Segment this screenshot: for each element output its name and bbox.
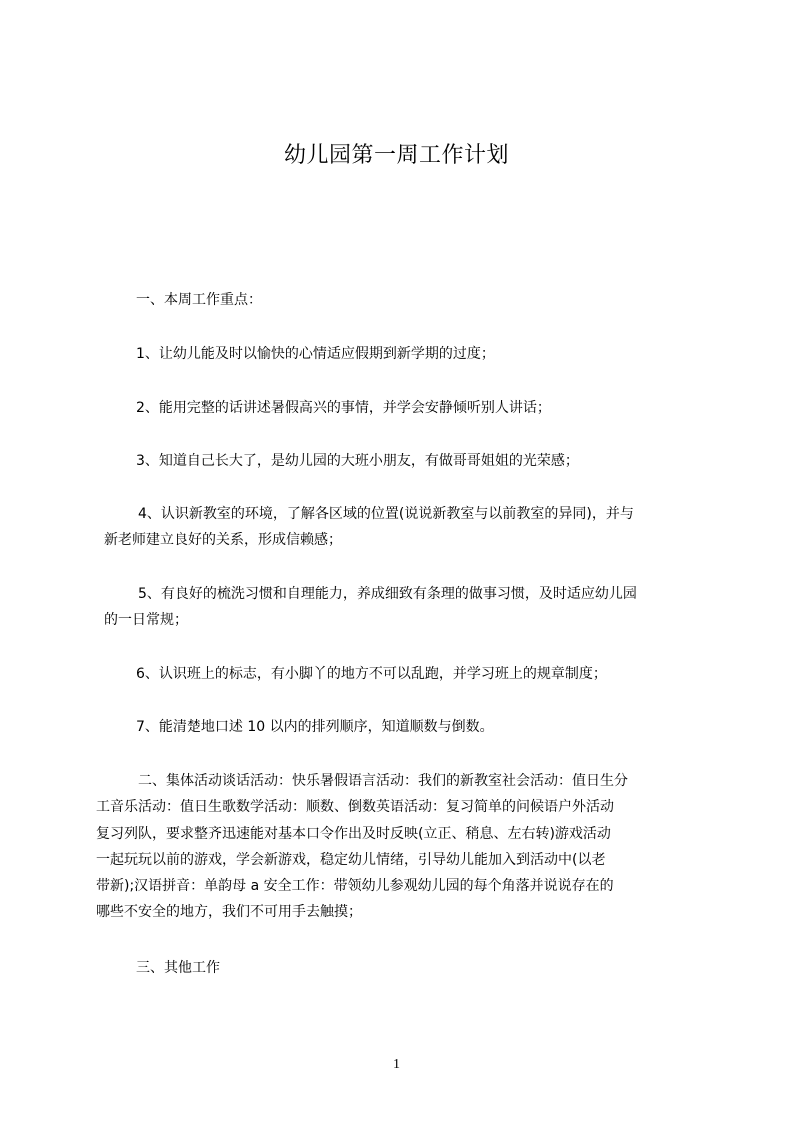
- section3-heading: 三、其他工作: [136, 960, 220, 976]
- list-item-5-line2: 的一日常规；: [104, 612, 188, 628]
- page-number: 1: [393, 1057, 400, 1072]
- list-item-1: 1、让幼儿能及时以愉快的心情适应假期到新学期的过度；: [136, 346, 495, 362]
- list-item-4-line2: 新老师建立良好的关系，形成信赖感；: [104, 532, 342, 548]
- list-item-3: 3、知道自己长大了，是幼儿园的大班小朋友，有做哥哥姐姐的光荣感；: [136, 453, 579, 469]
- section2-line: 复习列队，要求整齐迅速能对基本口令作出及时反映(立正、稍息、左右转)游戏活动: [96, 825, 611, 842]
- section1-heading: 一、本周工作重点：: [136, 292, 262, 308]
- list-item-7: 7、能清楚地口述 10 以内的排列顺序，知道顺数与倒数。: [136, 719, 494, 735]
- list-item-4-line1: 4、认识新教室的环境，了解各区域的位置(说说新教室与以前教室的异同)，并与: [138, 506, 634, 522]
- section2-line: 二、集体活动谈话活动：快乐暑假语言活动：我们的新教室社会活动：值日生分: [138, 773, 628, 789]
- list-item-6: 6、认识班上的标志，有小脚丫的地方不可以乱跑，并学习班上的规章制度；: [136, 666, 607, 682]
- document-title: 幼儿园第一周工作计划: [283, 143, 509, 168]
- section2-paragraph: [96, 768, 714, 926]
- list-item-5-line1: 5、有良好的梳洗习惯和自理能力，养成细致有条理的做事习惯，及时适应幼儿园: [138, 586, 637, 602]
- section2-line: 带新);汉语拼音：单韵母 a 安全工作：带领幼儿参观幼儿园的每个角落并说说存在的: [96, 878, 614, 895]
- section2-line: 一起玩玩以前的游戏，学会新游戏，稳定幼儿情绪，引导幼儿能加入到活动中(以老: [96, 851, 606, 868]
- section2-line: 哪些不安全的地方，我们不可用手去触摸；: [96, 904, 362, 921]
- list-item-2: 2、能用完整的话讲述暑假高兴的事情，并学会安静倾听别人讲话；: [136, 400, 551, 416]
- section2-line: 工音乐活动：值日生歌数学活动：顺数、倒数英语活动：复习简单的问候语户外活动: [96, 799, 614, 816]
